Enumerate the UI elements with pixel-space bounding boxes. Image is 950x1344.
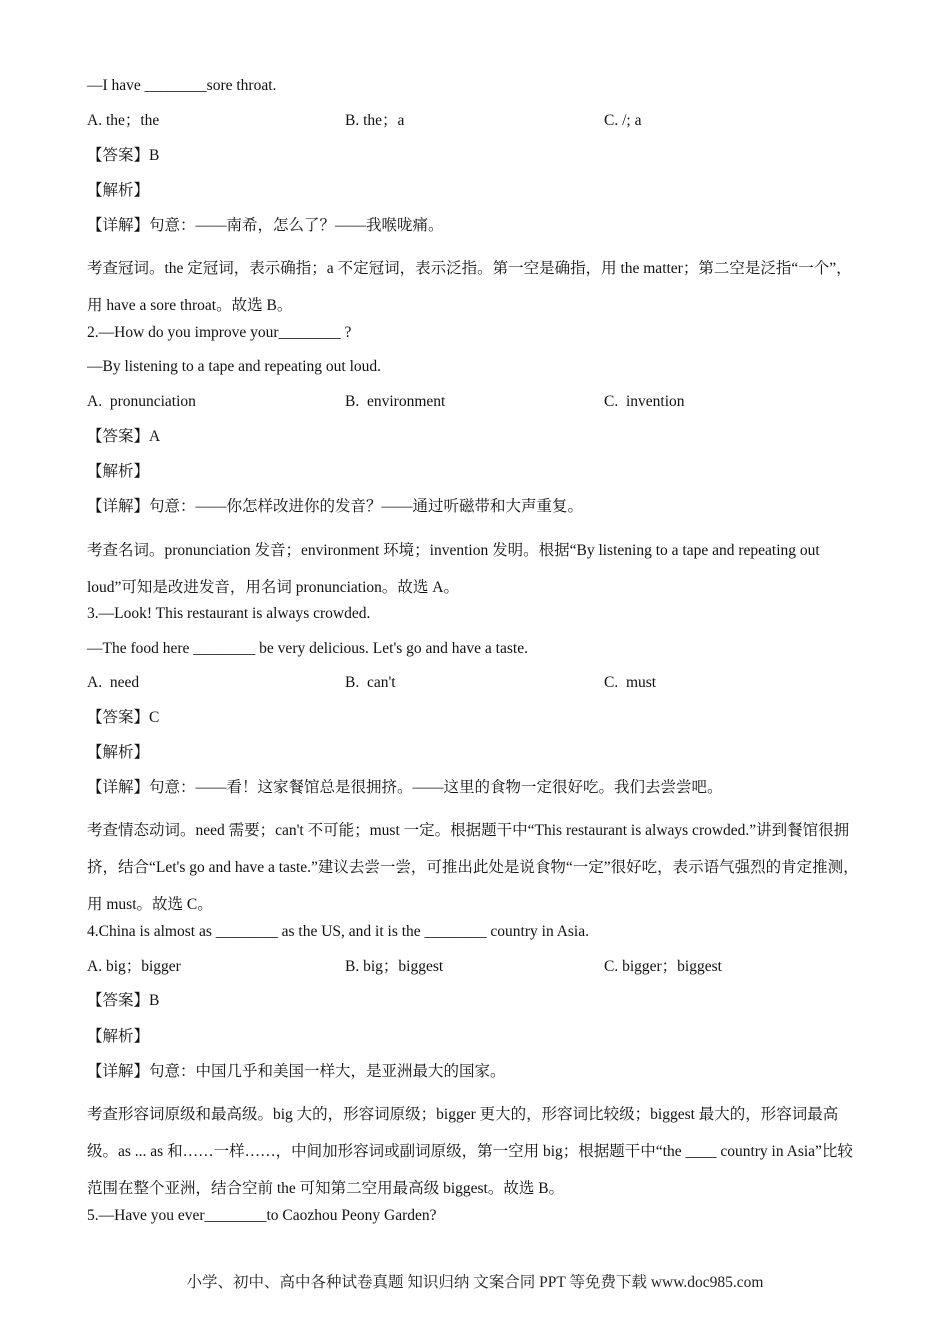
- q2-option-b: [345, 392, 445, 412]
- q2-option-c-letter: C.: [604, 393, 619, 410]
- q1-detail: 【详解】句意：——南希，怎么了？——我喉咙痛。: [87, 217, 444, 234]
- q1-option-c: C. /; a: [604, 112, 642, 129]
- q1-option-b: B. the；a: [345, 112, 405, 129]
- q4-option-c: C. bigger；biggest: [604, 958, 722, 975]
- q5-question: 5.—Have you ever________to Caozhou Peony Garden?: [87, 1207, 437, 1224]
- q3-analysis-label: 【解析】: [87, 744, 150, 761]
- q2-option-a-letter: A.: [87, 393, 103, 410]
- q3-dialog-line: —The food here ________ be very delicious. Let's go and have a taste.: [87, 640, 528, 657]
- q1-explanation: 考查冠词。the 定冠词，表示确指；a 不定冠词，表示泛指。第一空是确指，用 the matter；第二空是泛指“一个”，用 have a sore throat。故选 B。: [87, 260, 852, 314]
- q3-option-a: [87, 673, 139, 693]
- q3-option-b: [345, 673, 396, 693]
- q3-explanation: 考查情态动词。need 需要；can't 不可能；must 一定。根据题干中“This restaurant is always crowded.”讲到餐馆很拥挤，结合“Let's go and have a taste.”建议去尝一尝，可推出此处是说食物“一定”很好吃，表示语气强烈的肯定推测，用 must。故选 C。: [87, 822, 859, 913]
- q2-detail: 【详解】句意：——你怎样改进你的发音？——通过听磁带和大声重复。: [87, 498, 584, 515]
- q4-detail: 【详解】句意：中国几乎和美国一样大，是亚洲最大的国家。: [87, 1063, 506, 1080]
- q1-answer: 【答案】B: [87, 147, 160, 164]
- q3-option-b-text: can't: [366, 674, 396, 691]
- q2-option-c-text: invention: [625, 393, 685, 410]
- q4-explanation: 考查形容词原级和最高级。big 大的，形容词原级；bigger 更大的，形容词比较级；biggest 最大的，形容词最高级。as ... as 和……一样……，中间加形容词或副词原级，第一空用 big；根据题干中“the ____ country in Asia”比较范围在整个亚洲，结合空前 the 可知第二空用最高级 biggest。故选 B。: [87, 1106, 853, 1197]
- q2-option-b-text: environment: [366, 393, 446, 410]
- q2-option-c: [604, 392, 685, 412]
- q2-dialog-line: —By listening to a tape and repeating out loud.: [87, 358, 382, 375]
- q3-option-c: [604, 673, 656, 693]
- q3-option-a-text: need: [109, 674, 140, 691]
- q4-analysis-label: 【解析】: [87, 1028, 150, 1045]
- q4-option-a: A. big；bigger: [87, 958, 181, 975]
- q3-question: 3.—Look! This restaurant is always crowded.: [87, 605, 371, 622]
- q1-analysis-label: 【解析】: [87, 182, 150, 199]
- q4-question: 4.China is almost as ________ as the US, and it is the ________ country in Asia.: [87, 923, 589, 940]
- q2-option-a-text: pronunciation: [109, 393, 196, 410]
- q2-answer: 【答案】A: [87, 428, 161, 445]
- q3-option-c-text: must: [625, 674, 657, 691]
- q2-option-b-letter: B.: [345, 393, 360, 410]
- q2-option-a: [87, 392, 196, 412]
- q3-answer: 【答案】C: [87, 709, 160, 726]
- q3-option-a-letter: A.: [87, 674, 103, 691]
- q3-option-b-letter: B.: [345, 674, 360, 691]
- q4-option-b: B. big；biggest: [345, 958, 444, 975]
- q1-option-a: A. the；the: [87, 112, 160, 129]
- q2-analysis-label: 【解析】: [87, 463, 150, 480]
- q4-answer: 【答案】B: [87, 992, 160, 1009]
- q3-option-c-letter: C.: [604, 674, 619, 691]
- page-footer: 小学、初中、高中各种试卷真题 知识归纳 文案合同 PPT 等免费下载 www.doc985.com: [186, 1274, 764, 1291]
- q2-explanation: 考查名词。pronunciation 发音；environment 环境；invention 发明。根据“By listening to a tape and repeating out loud”可知是改进发音，用名词 pronunciation。故选 A。: [87, 542, 820, 596]
- q2-question: 2.—How do you improve your________ ?: [87, 324, 352, 341]
- q1-dialog-line: —I have ________sore throat.: [87, 77, 277, 94]
- q3-detail: 【详解】句意：——看！这家餐馆总是很拥挤。——这里的食物一定很好吃。我们去尝尝吧。: [87, 779, 723, 796]
